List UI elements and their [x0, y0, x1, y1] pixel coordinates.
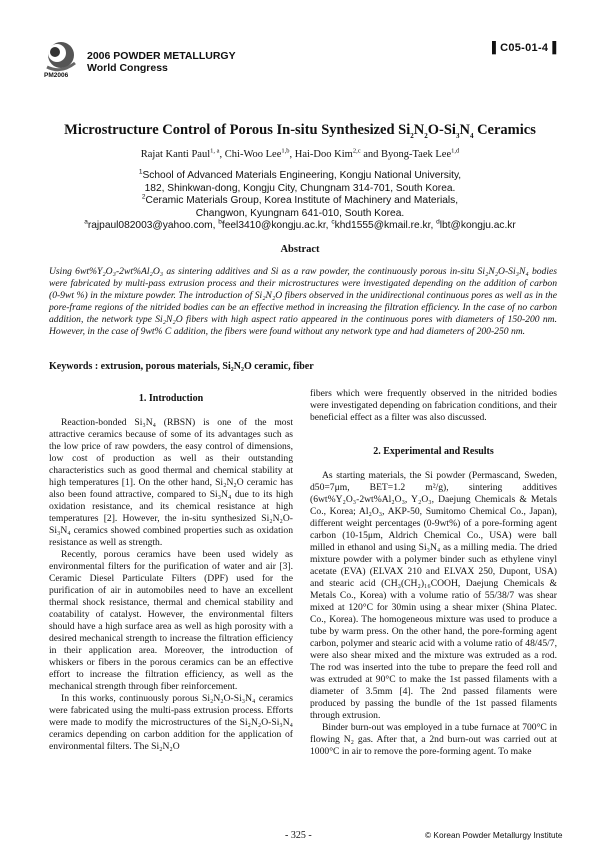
author-name: Chi-Woo Lee — [224, 149, 282, 160]
abstract-heading: Abstract — [280, 244, 320, 255]
paragraph: Recently, porous ceramics have been used widely as environmental filters for the purification of water and air [3]. Ceramic Diesel Particulate Filters (DPF) used for the purification of air in automobiles need to have an excellent thermal shock resistance, thermal and chemical stability and coatability of catalyst. However, the environmental filters should have a high surface area as well as high porosity with a desired mechanical strength to increase the filtration efficiency in their application area. Moreover, the introduction of whiskers or fibers in the porous ceramics can be an effective effort to increase the filtration efficiency, as well as the mechanical strength through fiber reinforcement. — [49, 549, 293, 692]
paragraph: As starting materials, the Si powder (Permascand, Sweden, d50=7μm, BET=1.2 m²/g), sintering additives (6wt%Y₂O₃-2wt%Al₂O₃, Y₂O₃, Daejung Chemicals & Metals Co., Korea; Al₂O₃, AKP-50, Sumitomo Chemical Co., Japan), different weight percentages (0-9wt%) of a pore-forming agent carbon (10-15μm, Aldrich Chemical Co., USA) were ball milled in ethanol and using Si₃N₄ as a milling media. The dried mixture powder with a polymer binder such as ethylene vinyl acetate (EVA) (ELVAX 210 and ELVAX 250, Dupont, USA) and stearic acid (CH₃(CH₂)₁₆COOH, Daejung Chemicals & Metals Co., Korea) with a volume ratio of 55/38/7 was shear mixed at 120°C for 30min using a shear mixer (Shina Platec. Co., Korea). The homogeneous mixture was used to produce a tube by warm press. On the other hand, the pore-forming agent carbon, polymer and stearic acid with a volume ratio of 48/45/7, were also shear mixed and the mixture was extruded as a rod. The rod was inserted into the tube to prepare the feed roll and was extruded at 90°C to make the 1st passed filaments with a diameter of 3.5mm [4]. The 2nd passed filaments were produced by passing the bundle of the 1st passed filaments through extrusion. — [310, 470, 557, 721]
abstract-text: Using 6wt%Y₂O₃-2wt%Al₂O₃ as sintering additives and Si as a raw powder, the continuously porous in-situ Si₂N₂O-Si₃N₄ bodies were fabricated by multi-pass extrusion process and their microstructures were investigated depending on the addition of carbon (0-9wt %) in the mixture powder. The introduction of Si₂N₂O fibers observed in the unidirectional continuous pores as well as in the pore-frame regions of the nitrided bodies can be an effective method in increasing the filtration efficiency. In the case of no carbon addition, the network type Si₂N₂O fibers with high aspect ratio appeared in the continuous pores with diameters of 150-200 nm. However, in the case of 9wt% C addition, the fibers were found without any network type and had diameters of 200-250 nm. — [49, 266, 557, 338]
conference-line2: World Congress — [87, 62, 168, 74]
paper-code: ▌C05-01-4▐ — [492, 42, 557, 54]
conference-name — [87, 50, 236, 74]
author-name: Rajat Kanti Paul — [140, 149, 211, 160]
keywords: Keywords : extrusion, porous materials, Si₂N₂O ceramic, fiber — [49, 361, 314, 372]
author-emails: $^a$rajpaul082003@yahoo.com, $^b$feel3410@kongju.ac.kr, $^c$khd1555@kmail.re.kr, $^d$lbt@kongju.ac.kr — [84, 218, 516, 232]
affiliation-2-line2: Changwon, Kyungnam 641-010, South Korea. — [195, 207, 405, 219]
email-link: lbt@kongju.ac.kr — [439, 220, 516, 232]
author-name: Hai-Doo Kim — [294, 149, 353, 160]
logo-text: PM2006 — [44, 72, 69, 79]
affiliations — [0, 170, 600, 233]
email-link: khd1555@kmail.re.kr, — [334, 220, 437, 232]
paragraph: In this works, continuously porous Si₂N₂O-Si₃N₄ ceramics were fabricated using the multi-pass extrusion process. Efforts were made to modify the microstructures of the Si₂N₂O-Si₃N₄ ceramics depending on carbon addition for the application of environmental filters. The Si₂N₂O — [49, 693, 293, 752]
left-column — [49, 393, 293, 753]
paper-title: Microstructure Control of Porous In-situ Synthesized $Si_2N_2O-Si_3N_4$ Ceramics — [64, 122, 536, 140]
email-link: rajpaul082003@yahoo.com, — [87, 220, 219, 232]
author-name: Byong-Taek Lee — [381, 149, 452, 160]
section-heading-introduction: 1. Introduction — [138, 393, 204, 404]
paragraph: Reaction-bonded Si₃N₄ (RBSN) is one of the most attractive ceramics because of some of its advantages such as the low price of raw powders, the easy control of dimensions, low cost of production as well as their outstanding characteristics such as good thermal and chemical stability at high temperatures [1]. On the other hand, Si₂N₂O ceramic has also been found attractive, compared to Si₃N₄ due to its high oxidation resistance, and its chemical resistance at high temperatures [2]. However, the in-situ synthesized Si₂N₂O-Si₃N₄ ceramics showed combined properties such as oxidation resistance as well as strength. — [49, 417, 293, 548]
affiliation-2-line1: $^2$Ceramic Materials Group, Korea Institute of Machinery and Materials, — [141, 193, 459, 207]
paragraph: Binder burn-out was employed in a tube furnace at 700°C in flowing N₂ gas. After that, a 2nd burn-out was carried out at 1000°C in air to remove the pore-forming agent. To make — [310, 722, 557, 757]
copyright: © Korean Powder Metallurgy Institute — [425, 830, 563, 840]
conference-line1: 2006 POWDER METALLURGY — [87, 50, 236, 62]
author-list: Rajat Kanti Paul$^{1, a}$, Chi-Woo Lee$^{1,b}$, Hai-Doo Kim$^{2,c}$ and Byong-Taek Lee$^{1,d}$ — [140, 147, 460, 160]
email-link: feel3410@kongju.ac.kr, — [221, 220, 332, 232]
page-number: - 325 - — [285, 830, 312, 841]
right-column — [310, 388, 557, 758]
section-heading-experimental: 2. Experimental and Results — [373, 446, 494, 457]
affiliation-1-line2: 182, Shinkwan-dong, Kongju City, Chungnam 314-701, South Korea. — [144, 182, 456, 194]
paragraph: fibers which were frequently observed in the nitrided bodies were investigated depending on fabrication conditions, and their beneficial effect as a filter was also discussed. — [310, 388, 557, 423]
affiliation-1-line1: $^1$School of Advanced Materials Engineering, Kongju National University, — [138, 168, 462, 181]
